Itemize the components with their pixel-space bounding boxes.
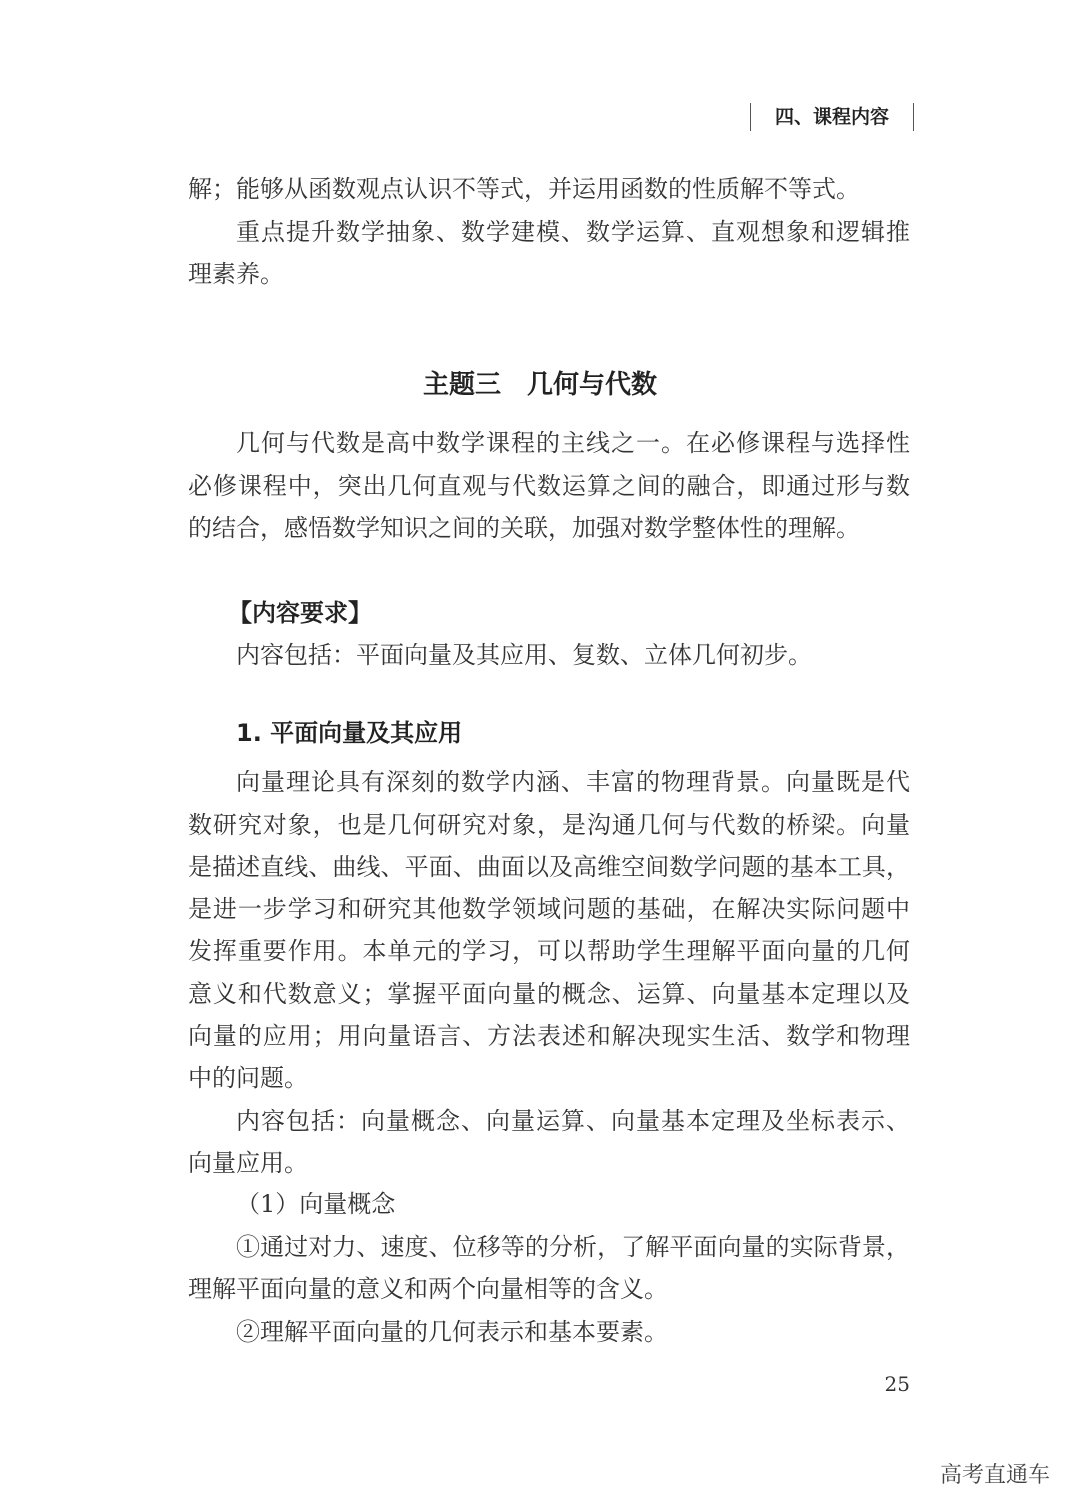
body-line: 发挥重要作用。本单元的学习，可以帮助学生理解平面向量的几何 [188,937,910,965]
page-number: 25 [884,1372,910,1396]
body-line: 解；能够从函数观点认识不等式，并运用函数的性质解不等式。 [188,175,860,203]
body-line: 理素养。 [188,260,284,288]
body-line: ②理解平面向量的几何表示和基本要素。 [236,1318,668,1346]
body-line: 必修课程中，突出几何直观与代数运算之间的融合，即通过形与数 [188,472,910,500]
body-line: 内容包括：向量概念、向量运算、向量基本定理及坐标表示、 [236,1107,910,1135]
body-line: 的结合，感悟数学知识之间的关联，加强对数学整体性的理解。 [188,514,860,542]
body-line: 是描述直线、曲线、平面、曲面以及高维空间数学问题的基本工具， [188,853,910,881]
watermark: 高考直通车 [940,1463,1051,1488]
subsection-heading: 1. 平面向量及其应用 [236,719,463,747]
body-line: 几何与代数是高中数学课程的主线之一。在必修课程与选择性 [236,429,910,457]
running-header: 四、课程内容 [750,103,914,131]
body-line: 中的问题。 [188,1064,308,1092]
body-line: 意义和代数意义；掌握平面向量的概念、运算、向量基本定理以及 [188,980,910,1008]
body-line: 重点提升数学抽象、数学建模、数学运算、直观想象和逻辑推 [236,218,910,246]
body-line: 向量理论具有深刻的数学内涵、丰富的物理背景。向量既是代 [236,768,910,796]
body-line: 数研究对象，也是几何研究对象，是沟通几何与代数的桥梁。向量 [188,811,910,839]
body-line: 理解平面向量的意义和两个向量相等的含义。 [188,1275,668,1303]
body-line: ①通过对力、速度、位移等的分析，了解平面向量的实际背景， [236,1233,910,1261]
body-line: 内容包括：平面向量及其应用、复数、立体几何初步。 [236,641,812,669]
body-line: 向量的应用；用向量语言、方法表述和解决现实生活、数学和物理 [188,1022,910,1050]
body-line: （1）向量概念 [236,1190,396,1218]
section-title: 主题三 几何与代数 [422,370,657,400]
body-line: 向量应用。 [188,1149,308,1177]
requirements-heading: 【内容要求】 [228,599,372,627]
body-line: 是进一步学习和研究其他数学领域问题的基础，在解决实际问题中 [188,895,910,923]
